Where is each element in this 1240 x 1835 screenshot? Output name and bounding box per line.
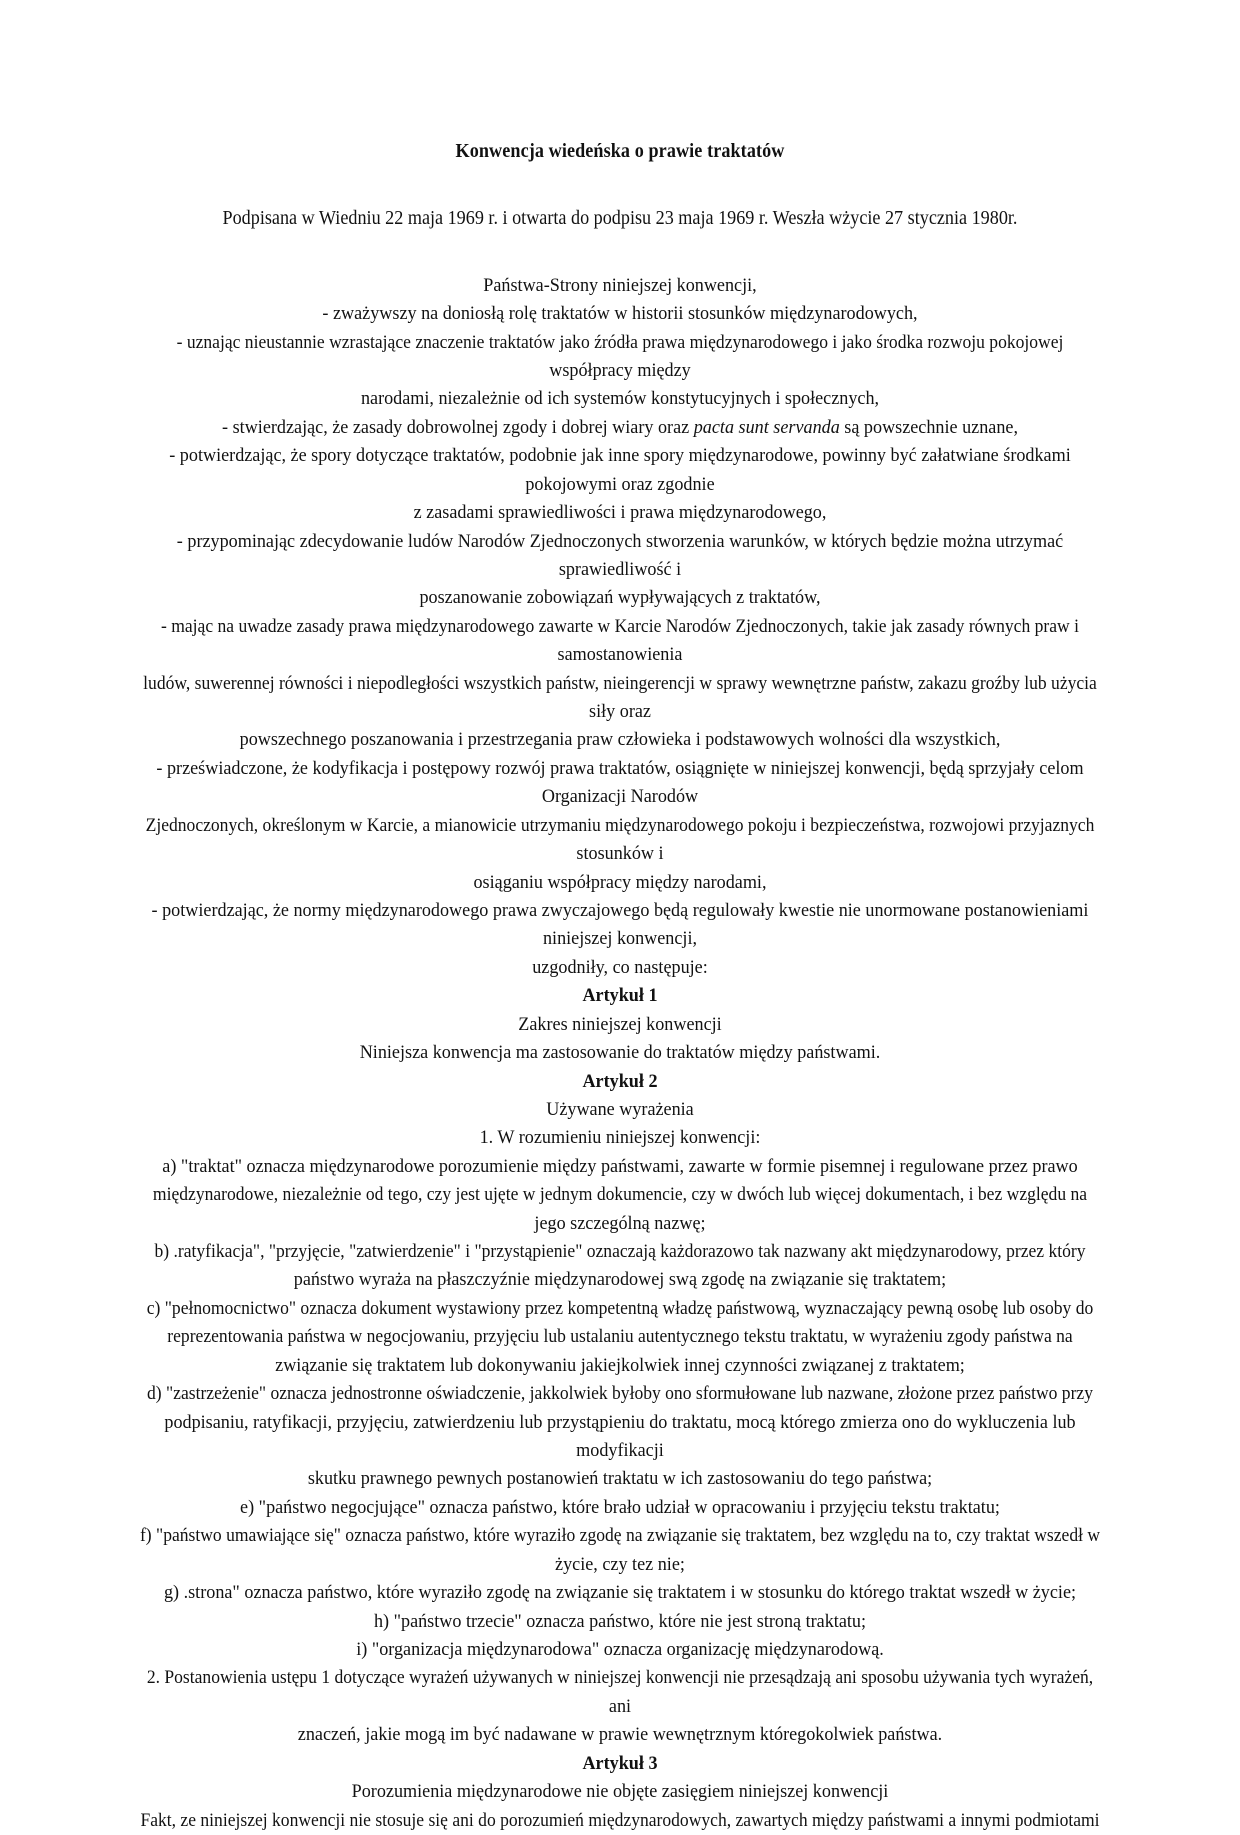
document-line: znaczeń, jakie mogą im być nadawane w prawie wewnętrznym któregokolwiek państwa. <box>297 1724 943 1746</box>
document-line: - zważywszy na doniosłą rolę traktatów w historii stosunków międzynarodowych, <box>322 303 918 325</box>
document-line: a) "traktat" oznacza międzynarodowe porozumienie między państwami, zawarte w formie pisemnej i regulowane przez prawo <box>162 1155 1078 1177</box>
article-heading: Artykuł 2 <box>582 1070 658 1092</box>
document-line: osiąganiu współpracy między narodami, <box>473 871 767 893</box>
document-line: pokojowymi oraz zgodnie <box>525 473 715 495</box>
document-line: - mając na uwadze zasady prawa międzynarodowego zawarte w Karcie Narodów Zjednoczonych, takie jak zasady równych praw i <box>161 615 1079 637</box>
document-line: jego szczególną nazwę; <box>534 1212 706 1234</box>
document-line: państwo wyraża na płaszczyźnie międzynarodowej swą zgodę na związanie się traktatem; <box>293 1269 947 1291</box>
document-line: niniejszej konwencji, <box>542 928 698 950</box>
document-line: 2. Postanowienia ustępu 1 dotyczące wyrażeń używanych w niniejszej konwencji nie przesądzają ani sposobu używania tych wyrażeń, <box>146 1667 1094 1689</box>
document-line: h) "państwo trzecie" oznacza państwo, które nie jest stroną traktatu; <box>373 1610 867 1632</box>
document-line: reprezentowania państwa w negocjowaniu, przyjęciu lub ustalaniu autentycznego tekstu traktatu, w wyrażeniu zgody państwa na <box>167 1326 1073 1348</box>
document-line: samostanowienia <box>557 644 683 666</box>
document-line: modyfikacji <box>576 1440 664 1462</box>
article-heading: Artykuł 1 <box>582 985 658 1007</box>
document-line: narodami, niezależnie od ich systemów konstytucyjnych i społecznych, <box>360 388 880 410</box>
document-line: - przypominając zdecydowanie ludów Narodów Zjednoczonych stworzenia warunków, w których będzie można utrzymać <box>176 530 1064 552</box>
article-heading: Artykuł 3 <box>582 1752 658 1774</box>
document-line: związanie się traktatem lub dokonywaniu jakiejkolwiek innej czynności związanej z traktatem; <box>275 1354 965 1376</box>
document-line: Fakt, ze niniejszej konwencji nie stosuje się ani do porozumień międzynarodowych, zawartych między państwami a innymi podmiotami <box>140 1809 1100 1831</box>
document-line: skutku prawnego pewnych postanowień traktatu w ich zastosowaniu do tego państwa; <box>307 1468 933 1490</box>
document-line: 1. W rozumieniu niniejszej konwencji: <box>479 1127 761 1149</box>
document-line: f) "państwo umawiające się" oznacza państwo, które wyraziło zgodę na związanie się traktatem, bez względu na to, czy traktat wszedł w <box>139 1525 1101 1547</box>
document-body <box>48 272 1192 1835</box>
document-line: g) .strona" oznacza państwo, które wyraziło zgodę na związanie się traktatem i w stosunku do którego traktat wszedł w życie; <box>163 1582 1077 1604</box>
document-line: Państwa-Strony niniejszej konwencji, <box>483 274 757 296</box>
document-line: Niniejsza konwencja ma zastosowanie do traktatów między państwami. <box>359 1042 881 1064</box>
document-line: podpisaniu, ratyfikacji, przyjęciu, zatwierdzeniu lub przystąpieniu do traktatu, mocą którego zmierza ono do wykluczenia lub <box>164 1411 1076 1433</box>
page-title: Konwencja wiedeńska o prawie traktatów <box>455 141 785 162</box>
document-line: sprawiedliwość i <box>558 558 682 580</box>
document-line: życie, czy tez nie; <box>555 1553 685 1575</box>
document-line: e) "państwo negocjujące" oznacza państwo, które brało udział w opracowaniu i przyjęciu tekstu traktatu; <box>240 1496 1000 1518</box>
document-line: z zasadami sprawiedliwości i prawa międzynarodowego, <box>413 502 827 524</box>
document-line: - potwierdzając, że normy międzynarodowego prawa zwyczajowego będą regulowały kwestie nie unormowane postanowieniami <box>151 900 1089 921</box>
document-line: - stwierdzając, że zasady dobrowolnej zgody i dobrej wiary oraz pacta sunt servanda są powszechnie uznane, <box>222 416 1018 438</box>
document-line: uzgodniły, co następuje: <box>532 956 708 978</box>
document-line: d) "zastrzeżenie" oznacza jednostronne oświadczenie, jakkolwiek byłoby ono sformułowane lub nazwane, złożone przez państwo przy <box>147 1383 1093 1405</box>
document-line: Organizacji Narodów <box>541 786 699 808</box>
document-line: b) .ratyfikacja", "przyjęcie, "zatwierdzenie" i "przystąpienie" oznaczają każdorazowo tak nazwany akt międzynarodowy, przez który <box>154 1241 1086 1263</box>
document-line: - uznając nieustannie wzrastające znaczenie traktatów jako źródła prawa międzynarodowego i jako środka rozwoju pokojowej <box>176 331 1064 353</box>
document-line: i) "organizacja międzynarodowa" oznacza organizację międzynarodową. <box>356 1638 884 1660</box>
document-line: - potwierdzając, że spory dotyczące traktatów, podobnie jak inne spory międzynarodowe, powinny być załatwiane środkami <box>169 445 1071 467</box>
document-line: c) "pełnomocnictwo" oznacza dokument wystawiony przez kompetentną władzę państwową, wyznaczający pewną osobę lub osoby do <box>146 1297 1094 1319</box>
document-line: Zjednoczonych, określonym w Karcie, a mianowicie utrzymaniu międzynarodowego pokoju i bezpieczeństwa, rozwojowi przyjaznych <box>145 814 1095 836</box>
document-line: ludów, suwerennej równości i niepodległości wszystkich państw, nieingerencji w sprawy wewnętrzne państw, zakazu groźby lub użycia <box>143 672 1097 694</box>
document-line: poszanowanie zobowiązań wypływających z traktatów, <box>419 587 821 609</box>
document-line: międzynarodowe, niezależnie od tego, czy jest ujęte w jednym dokumencie, czy w dwóch lub więcej dokumentach, i bez względu na <box>152 1184 1088 1206</box>
document-line: - przeświadczone, że kodyfikacja i postępowy rozwój prawa traktatów, osiągnięte w niniejszej konwencji, będą sprzyjały celom <box>156 757 1084 779</box>
document-line: ani <box>608 1695 632 1717</box>
document-line: powszechnego poszanowania i przestrzegania praw człowieka i podstawowych wolności dla wszystkich, <box>239 729 1001 751</box>
latin-phrase: pacta sunt servanda <box>693 416 840 438</box>
document-line: Porozumienia międzynarodowe nie objęte zasięgiem niniejszej konwencji <box>351 1781 889 1803</box>
document-line: Zakres niniejszej konwencji <box>518 1013 722 1035</box>
document-line: współpracy między <box>549 359 691 381</box>
document-line: siły oraz <box>589 701 651 723</box>
document-subtitle: Podpisana w Wiedniu 22 maja 1969 r. i otwarta do podpisu 23 maja 1969 r. Weszła wżycie 27 stycznia 1980r. <box>222 208 1018 230</box>
document-line: stosunków i <box>576 843 664 865</box>
document-line: Używane wyrażenia <box>546 1098 694 1120</box>
